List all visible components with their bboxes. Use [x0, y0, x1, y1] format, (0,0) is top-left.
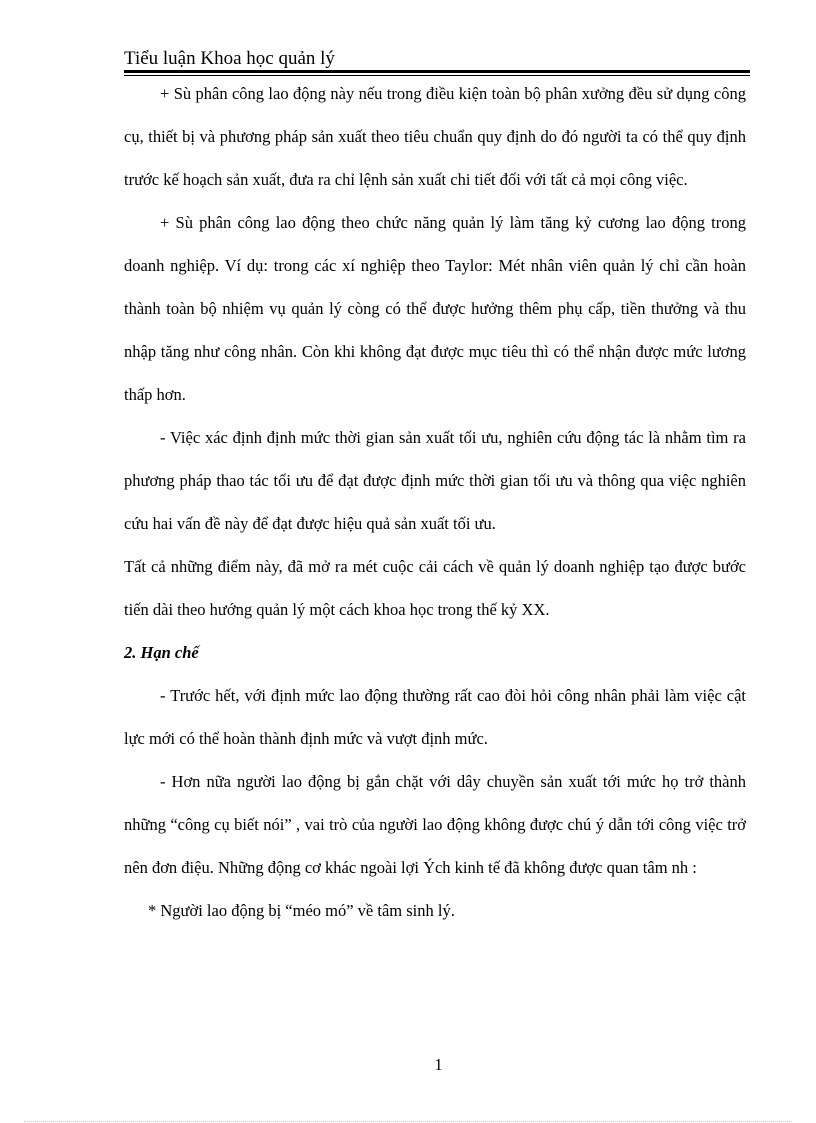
paragraph-summary: Tất cả những điểm này, đã mở ra mét cuộc cải cách về quản lý doanh nghiệp tạo được bước tiến dài theo hướng quản lý một cách khoa học trong thế kỷ XX.	[124, 557, 746, 619]
paragraph-optimal-time-norm: - Việc xác định định mức thời gian sản xuất tối ưu, nghiên cứu động tác là nhằm tìm ra phương pháp thao tác tối ưu để đạt được định mức thời gian tối ưu và thông qua việc nghiên cứu hai vấn đề này để đạt được hiệu quả sản xuất tối ưu.	[124, 428, 746, 533]
page-number: 1	[434, 1055, 443, 1074]
section-heading-limitations: 2. Hạn chế	[124, 643, 199, 662]
paragraph-high-norms: - Trước hết, với định mức lao động thường rất cao đòi hỏi công nhân phải làm việc cật lực mới có thể hoàn thành định mức và vượt định mức.	[124, 686, 746, 748]
page-header-title: Tiểu luận Khoa học quản lý	[124, 48, 335, 69]
paragraph-assembly-line: - Hơn nữa người lao động bị gắn chặt với dây chuyền sản xuất tới mức họ trở thành những “công cụ biết nói” , vai trò của người lao động không được chú ý dẫn tới công việc trở nên đơn điệu. Những động cơ khác ngoài lợi Ých kinh tế đã không được quan tâm nh :	[124, 772, 746, 877]
page-bottom-border	[24, 1121, 792, 1122]
paragraph-management-function: + Sù phân công lao động theo chức năng quản lý làm tăng kỷ cương lao động trong doanh nghiệp. Ví dụ: trong các xí nghiệp theo Taylor: Mét nhân viên quản lý chỉ cần hoàn thành toàn bộ nhiệm vụ quản lý còng có thể được hưởng thêm phụ cấp, tiền thưởng và thu nhập tăng như công nhân. Còn khi không đạt được mục tiêu thì có thể nhận được mức lương thấp hơn.	[124, 213, 746, 404]
paragraph-bullet-distortion: * Người lao động bị “méo mó” về tâm sinh lý.	[148, 901, 455, 920]
paragraph-division-of-labor: + Sù phân công lao động này nếu trong điều kiện toàn bộ phân xưởng đều sử dụng công cụ, thiết bị và phương pháp sản xuất theo tiêu chuẩn quy định do đó người ta có thể quy định trước kế hoạch sản xuất, đưa ra chỉ lệnh sản xuất chi tiết đối với tất cả mọi công việc.	[124, 84, 746, 189]
document-body	[124, 72, 746, 932]
